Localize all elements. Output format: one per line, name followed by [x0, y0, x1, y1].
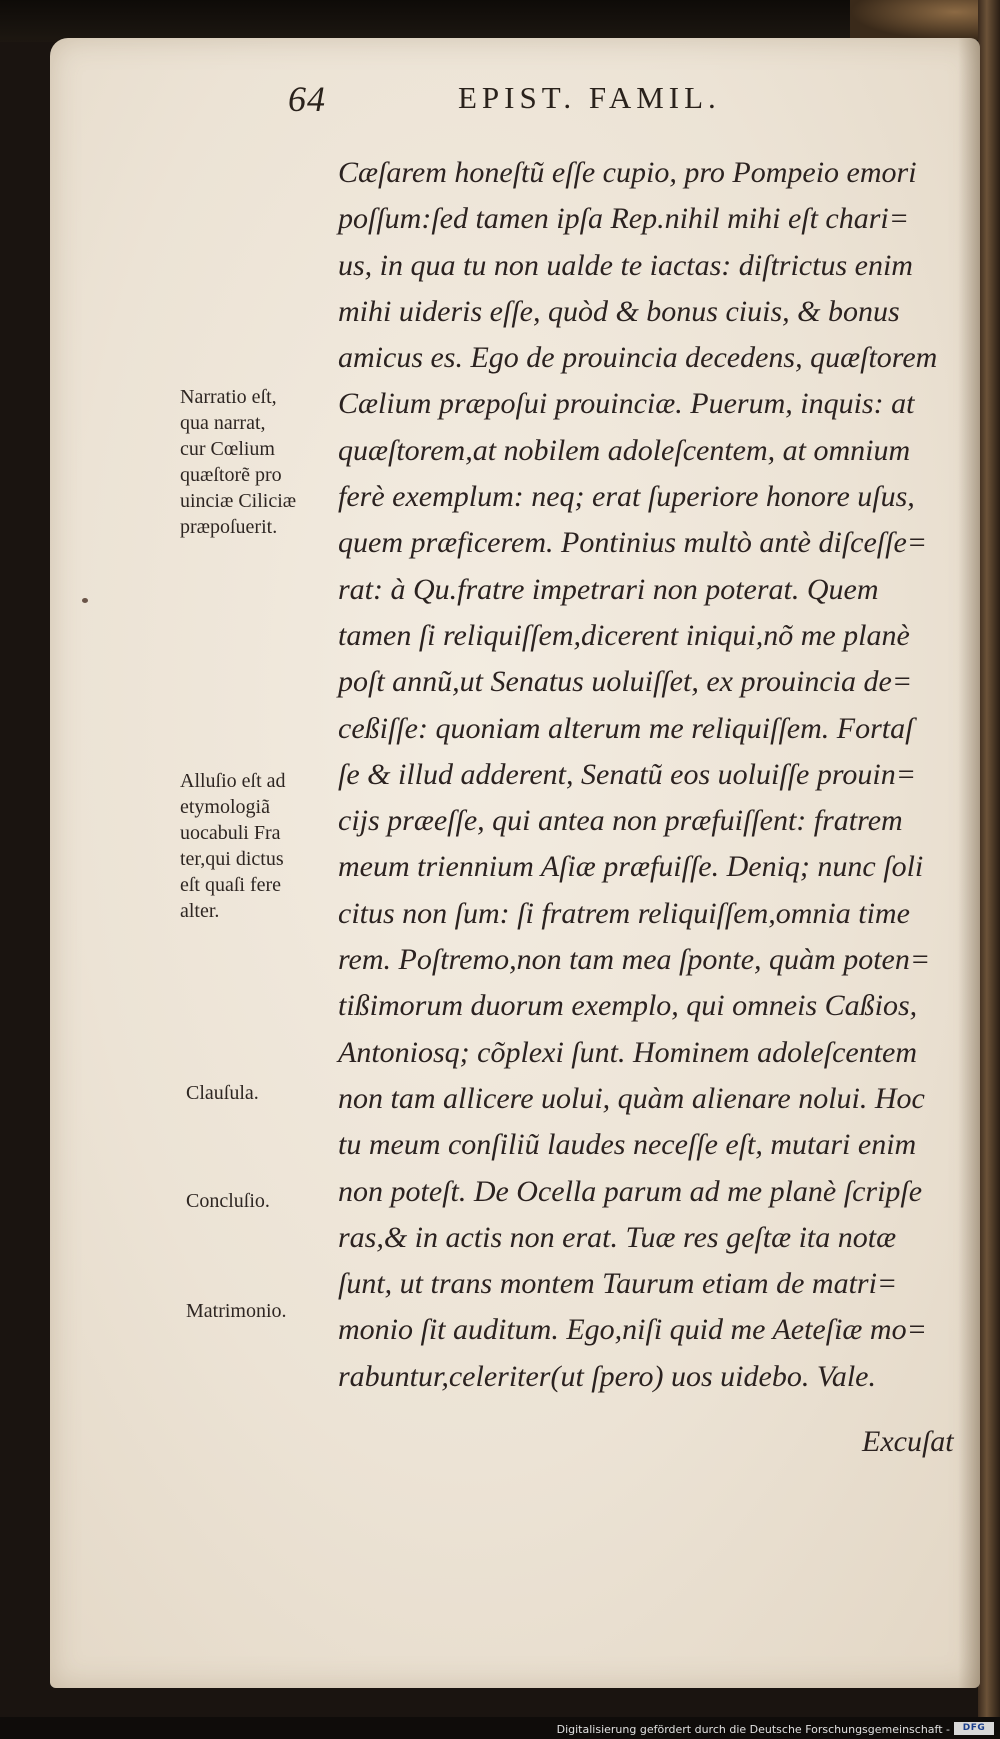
text-line: rabuntur,celeriter(ut ſpero) uos uidebo. Vale.	[338, 1359, 876, 1393]
margin-note-line: uocabuli Fra	[180, 822, 281, 844]
text-line: ceßiſſe: quoniam alterum me reliquiſſem. Fortaſ	[338, 711, 914, 745]
text-line: ferè exemplum: neq; erat ſuperiore honore uſus,	[338, 480, 915, 514]
page-number: 64	[288, 79, 326, 119]
margin-note-line: ter,qui dictus	[180, 848, 284, 870]
text-line: quæſtorem,at nobilem adoleſcentem, at omnium	[338, 433, 911, 467]
text-line: tamen ſi reliquiſſem,dicerent iniqui,nõ me planè	[338, 618, 910, 652]
margin-note-matrimonio	[186, 1298, 287, 1324]
page-spine-shadow	[958, 38, 980, 1688]
text-line: monio ſit auditum. Ego,niſi quid me Aeteſiæ mo=	[338, 1313, 927, 1347]
text-line: Cæſarem honeſtũ eſſe cupio, pro Pompeio emori	[338, 156, 917, 189]
margin-note-conclusio	[186, 1188, 270, 1214]
text-line: ſe & illud adderent, Senatũ eos uoluiſſe prouin=	[338, 757, 916, 791]
text-line: poſſum:ſed tamen ipſa Rep.nihil mihi eſt chari=	[338, 202, 909, 236]
text-line: quem præficerem. Pontinius multò antè diſceſſe=	[338, 526, 928, 560]
page-header	[288, 78, 888, 128]
text-line: cijs præeſſe, qui antea non præfuiſſent: fratrem	[338, 804, 903, 838]
margin-note-line: Clauſula.	[186, 1082, 259, 1104]
text-line: Antoniosq; cõplexi ſunt. Hominem adoleſcentem	[338, 1035, 918, 1069]
margin-note-line: Matrimonio.	[186, 1300, 287, 1322]
margin-note-line: eſt quaſi fere	[180, 874, 282, 896]
text-line: rem. Poſtremo,non tam mea ſponte, quàm poten=	[338, 943, 931, 977]
book-edge	[978, 0, 1000, 1739]
margin-note-narratio	[180, 384, 296, 540]
margin-note-line: etymologiã	[180, 796, 270, 818]
margin-note-line: alter.	[180, 900, 220, 922]
footer-credit: Digitalisierung gefördert durch die Deutsche Forschungsgemeinschaft -	[556, 1723, 950, 1736]
text-line: citus non ſum: ſi fratrem reliquiſſem,omnia time	[338, 896, 910, 930]
margin-note-line: cur Cœlium	[180, 438, 275, 460]
text-line: rat: à Qu.fratre impetrari non poterat. Quem	[338, 572, 879, 606]
margin-note-line: præpoſuerit.	[180, 516, 278, 538]
margin-note-line: Alluſio eſt ad	[180, 770, 286, 792]
text-line: us, in qua tu non ualde te iactas: diſtrictus enim	[338, 248, 913, 282]
dfg-logo: DFG	[954, 1722, 994, 1735]
text-line: non tam allicere uolui, quàm alienare nolui. Hoc	[338, 1081, 925, 1115]
margin-note-line: Narratio eſt,	[180, 386, 277, 408]
text-line: ras,& in actis non erat. Tuæ res geſtæ ita notæ	[338, 1220, 897, 1254]
text-line: tißimorum duorum exemplo, qui omneis Caßios,	[338, 989, 918, 1023]
digitization-footer	[0, 1717, 1000, 1739]
margin-note-line: uinciæ Ciliciæ	[180, 490, 297, 512]
text-line: mihi uideris eſſe, quòd & bonus ciuis, & bonus	[338, 294, 900, 328]
text-line: tu meum conſiliũ laudes neceſſe eſt, mutari enim	[338, 1128, 917, 1162]
text-line: Cælium præpoſui prouinciæ. Puerum, inquis: at	[338, 387, 915, 421]
ink-speck	[82, 598, 88, 603]
text-line: amicus es. Ego de prouincia decedens, quæſtorem	[338, 341, 938, 375]
catchword: Excuſat	[862, 1425, 954, 1458]
margin-note-line: qua narrat,	[180, 412, 266, 434]
text-line: non poteſt. De Ocella parum ad me planè ſcripſe	[338, 1174, 923, 1208]
margin-note-clausula	[186, 1080, 259, 1106]
text-line: ſunt, ut trans montem Taurum etiam de matri=	[338, 1267, 898, 1301]
margin-note-allusio	[180, 768, 286, 924]
main-text-block	[338, 150, 938, 1400]
running-title: EPIST. FAMIL.	[458, 80, 721, 115]
margin-note-line: quæſtorẽ pro	[180, 464, 282, 486]
margin-note-line: Concluſio.	[186, 1190, 270, 1212]
text-line: meum triennium Aſiæ præfuiſſe. Deniq; nunc ſoli	[338, 850, 924, 884]
text-line: poſt annũ,ut Senatus uoluiſſet, ex prouincia de=	[338, 665, 913, 699]
